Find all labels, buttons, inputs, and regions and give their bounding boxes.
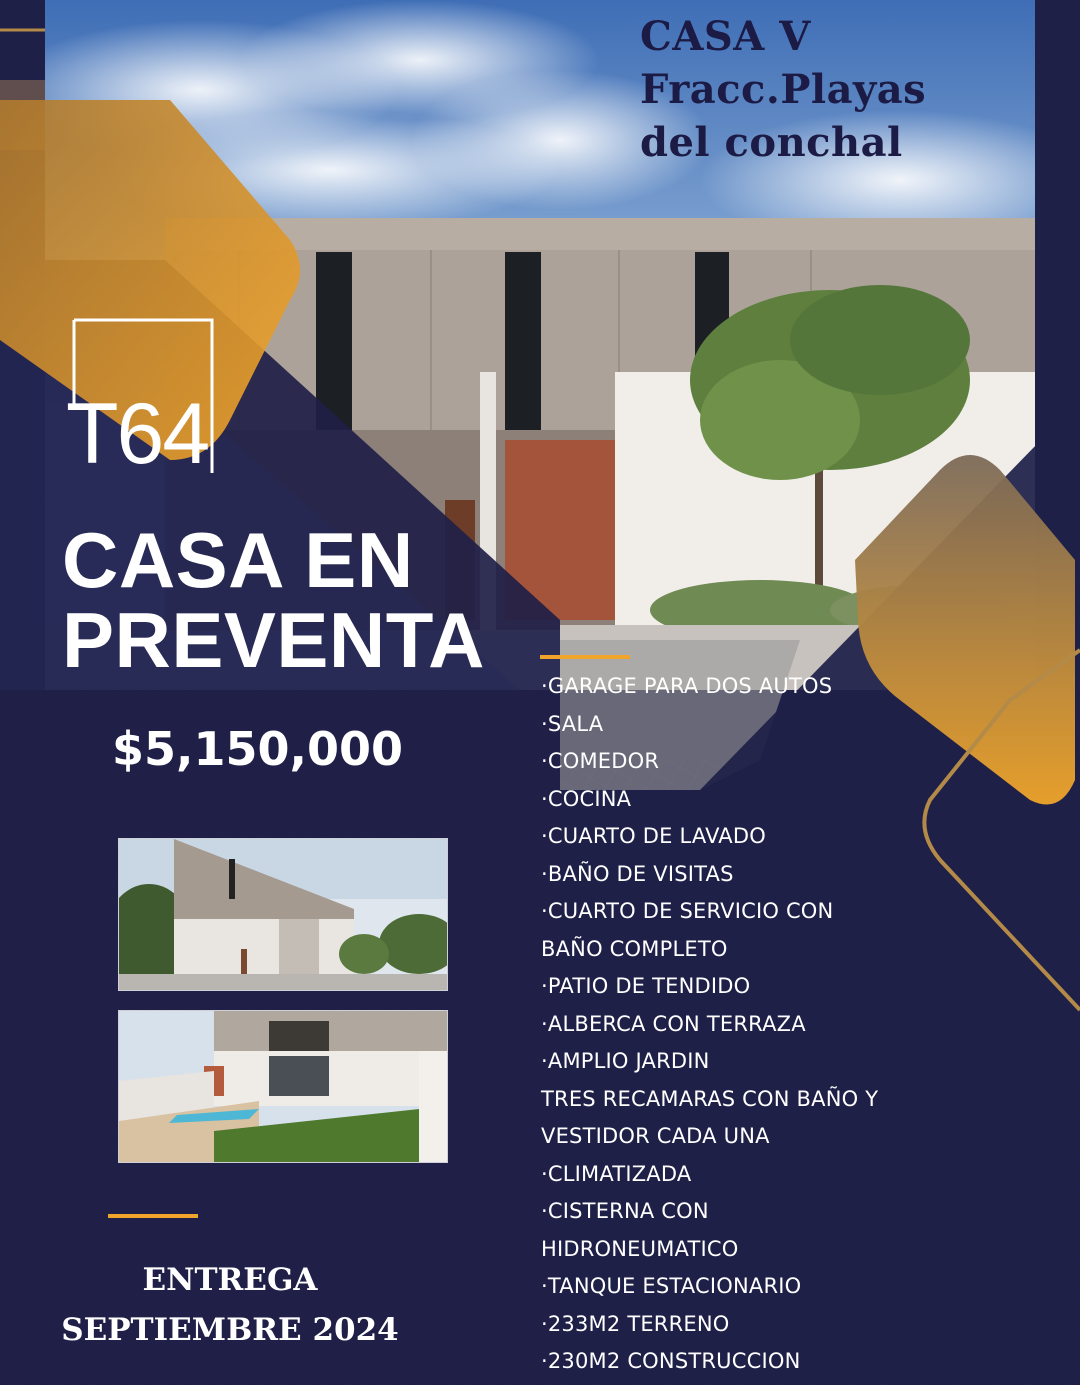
feature-item: ·TANQUE ESTACIONARIO [541,1274,802,1298]
delivery-line-1: ENTREGA [142,1262,318,1298]
feature-item: ·230M2 CONSTRUCCION [541,1349,801,1373]
logo-text: T64 [66,386,209,482]
headline-line-1: CASA EN [62,516,414,604]
feature-item: ·PATIO DE TENDIDO [541,974,751,998]
price: $5,150,000 [112,722,404,776]
feature-item: TRES RECAMARAS CON BAÑO Y [541,1086,879,1111]
headline [62,516,522,684]
feature-item: BAÑO COMPLETO [541,936,728,961]
delivery-line-2: SEPTIEMBRE 2024 [61,1312,399,1348]
title-line-2: Fracc.Playas [640,66,927,113]
feature-item: ·GARAGE PARA DOS AUTOS [541,674,833,698]
features-accent-line [540,655,630,659]
feature-item: HIDRONEUMATICO [541,1236,739,1261]
exterior-thumbnail [118,838,448,991]
feature-item: VESTIDOR CADA UNA [541,1124,770,1148]
property-title [640,10,1060,169]
delivery-date [20,1255,440,1355]
feature-item: ·CLIMATIZADA [541,1161,692,1186]
feature-item: ·SALA [541,711,604,736]
headline-line-2: PREVENTA [62,596,485,684]
pool-thumbnail [118,1010,448,1163]
title-line-1: CASA V [640,13,811,60]
feature-item: ·ALBERCA CON TERRAZA [541,1011,806,1036]
feature-item: ·AMPLIO JARDIN [541,1049,710,1073]
title-line-3: del conchal [640,119,903,166]
feature-item: ·COMEDOR [541,749,660,773]
delivery-accent-line [108,1214,198,1218]
feature-item: ·CUARTO DE LAVADO [541,824,766,848]
features-list [541,668,961,1381]
feature-item: ·COCINA [541,786,632,811]
t64-logo [62,318,222,498]
feature-item: ·BAÑO DE VISITAS [541,861,734,886]
feature-item: ·233M2 TERRENO [541,1311,730,1336]
feature-item: ·CISTERNA CON [541,1199,709,1223]
feature-item: ·CUARTO DE SERVICIO CON [541,899,834,923]
